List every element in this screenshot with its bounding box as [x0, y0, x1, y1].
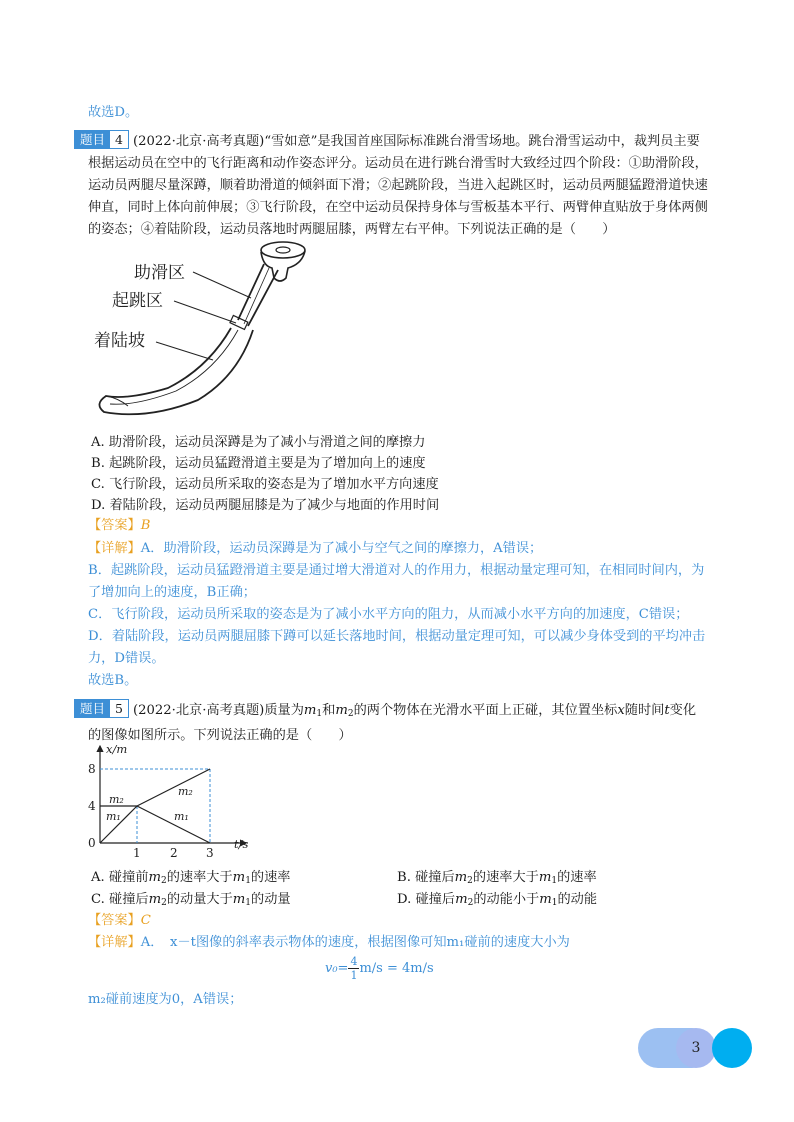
- q4-option-a[interactable]: A. 助滑阶段，运动员深蹲是为了减小与滑道之间的摩擦力: [91, 435, 426, 450]
- y-tick-0: 0: [88, 836, 96, 850]
- prev-conclusion: 故选D。: [88, 105, 139, 120]
- velocity-formula: v₀= $\frac{4}{1}$ m/s = 4m/s: [325, 955, 434, 982]
- q5-detail-line2: m₂碰前速度为0，A错误；: [88, 992, 243, 1007]
- q5-answer: 【答案】C: [88, 913, 151, 928]
- question-4: [80, 130, 708, 241]
- q4-option-d[interactable]: D. 着陆阶段，运动员两腿屈膝是为了减少与地面的作用时间: [91, 498, 440, 513]
- q4-answer: 【答案】B: [88, 518, 151, 533]
- y-axis-label: x/m: [106, 742, 128, 756]
- ski-jump-figure: [88, 238, 318, 423]
- q5-option-a[interactable]: A. 碰撞前$m_2$的速率大于$m_1$的速率: [91, 870, 291, 886]
- x-t-graph: [86, 742, 256, 862]
- m2-label-before: m₂: [109, 793, 124, 806]
- question-label: 题目 5: [74, 699, 129, 718]
- q4-detail: 【详解】A．助滑阶段，运动员深蹲是为了减小与空气之间的摩擦力，A错误； B．起跳阶段，运动员猛蹬滑道主要是通过增大滑道对人的作用力，根据动量定理可知，在相同时间内，为了增加向上的速度，B正确； C．飞行阶段，运动员所采取的姿态是为了减小水平方向的阻力，从而减小水平方向的加速度，C错误； D．着陆阶段，运动员两腿屈膝下蹲可以延长落地时间，根据动量定理可知，可以减少身体受到的平均冲击力，D错误。 故选B。: [88, 541, 706, 688]
- question-label: 题目 4: [74, 130, 129, 149]
- q5-option-c[interactable]: C. 碰撞后$m_2$的动量大于$m_1$的动量: [91, 892, 291, 908]
- y-tick-4: 4: [88, 799, 96, 813]
- question-4-text: (2022·北京·高考真题)“雪如意”是我国首座国际标准跳台滑雪场地。跳台滑雪运动中，裁判员主要根据运动员在空中的飞行距离和动作姿态评分。运动员在进行跳台滑雪时大致经过四个阶段：①助滑阶段，运动员两腿尽量深蹲，顺着助滑道的倾斜面下滑；②起跳阶段，当进入起跳区时，运动员两腿猛蹬滑道快速伸直，同时上体向前伸展；③飞行阶段，在空中运动员保持身体与雪板基本平行、两臂伸直贴放于身体两侧的姿态；④着陆阶段，运动员落地时两腿屈膝，两臂左右平伸。下列说法正确的是（ ）: [88, 134, 708, 237]
- m1-label-before: m₁: [106, 810, 121, 823]
- page-number-badge: [638, 1028, 752, 1068]
- page-number: 3: [691, 1040, 701, 1056]
- x-tick-2: 2: [170, 846, 178, 860]
- y-tick-8: 8: [88, 762, 96, 776]
- m2-label-after: m₂: [178, 785, 193, 798]
- m1-label-after: m₁: [174, 810, 189, 823]
- q4-option-b[interactable]: B. 起跳阶段，运动员猛蹬滑道主要是为了增加向上的速度: [91, 456, 426, 471]
- q5-detail-line1: 【详解】A． x－t图像的斜率表示物体的速度，根据图像可知m₁碰前的速度大小为: [88, 935, 570, 950]
- x-axis-label: t/s: [234, 837, 249, 851]
- question-5: 题目 5 (2022·北京·高考真题)质量为$m_1$和$m_2$的两个物体在光滑水平面上正碰，其位置坐标x随时间t变化的图像如图所示。下列说法正确的是（ ）: [88, 699, 708, 747]
- label-landing: 着陆坡: [94, 331, 145, 351]
- q5-option-d[interactable]: D. 碰撞后$m_2$的动能小于$m_1$的动能: [397, 892, 598, 908]
- q4-option-c[interactable]: C. 飞行阶段，运动员所采取的姿态是为了增加水平方向速度: [91, 477, 439, 492]
- x-tick-3: 3: [206, 846, 214, 860]
- m2-after-line: [137, 769, 210, 806]
- label-takeoff: 起跳区: [112, 291, 163, 311]
- x-tick-1: 1: [133, 846, 141, 860]
- label-inrun: 助滑区: [134, 263, 185, 283]
- q5-option-b[interactable]: B. 碰撞后$m_2$的速率大于$m_1$的速率: [397, 870, 597, 886]
